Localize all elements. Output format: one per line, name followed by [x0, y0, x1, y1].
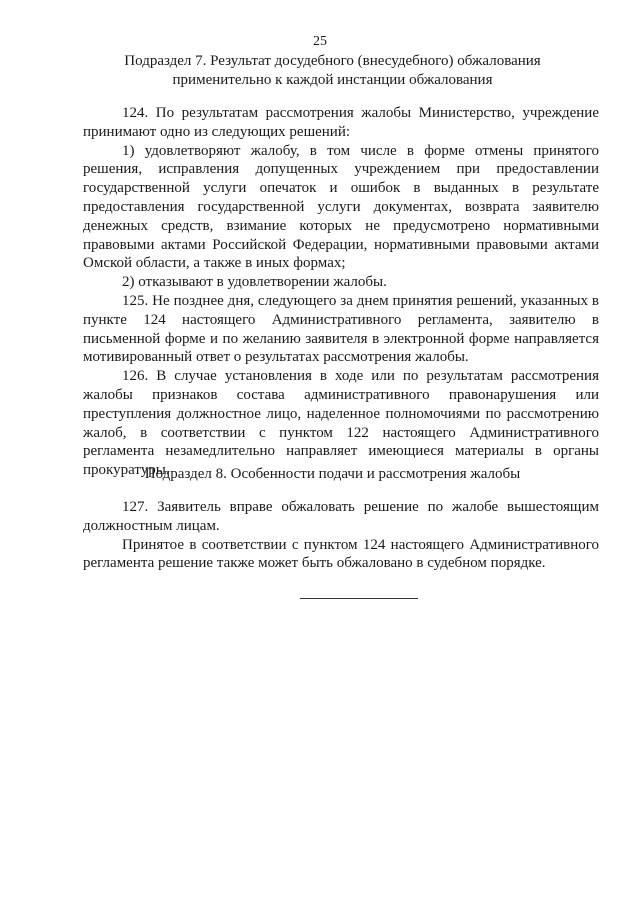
end-divider-line	[300, 598, 418, 599]
paragraph-125: 125. Не позднее дня, следующего за днем принятия решений, указанных в пункте 124 настоящего Административного регламента, заявителю в письменной форме и по желанию заявителя в электронной форме направляется мотивированный ответ о результатах рассмотрения жалобы.	[83, 292, 599, 366]
paragraph-124-option-1: 1) удовлетворяют жалобу, в том числе в форме отмены принятого решения, исправления допущенных учреждением при предоставлении государственной услуги опечаток и ошибок в выданных в результате предоставления государственной услуги документах, возврата заявителю денежных средств, взимание которых не предусмотрено нормативными правовыми актами Российской Федерации, нормативными правовыми актами Омской области, а также в иных формах;	[83, 142, 599, 272]
subsection-8-body	[83, 498, 599, 573]
subsection-7-title-line-1: Подраздел 7. Результат досудебного (внесудебного) обжалования	[124, 53, 541, 69]
paragraph-126: 126. В случае установления в ходе или по результатам рассмотрения жалобы признаков состава административного правонарушения или преступления должностное лицо, наделенное полномочиями по рассмотрению жалоб, в соответствии с пунктом 122 настоящего Административного регламента незамедлительно направляет имеющиеся материалы в органы прокуратуры.	[83, 368, 599, 479]
subsection-8-title: Подраздел 8. Особенности подачи и рассмотрения жалобы	[144, 466, 521, 482]
paragraph-127: 127. Заявитель вправе обжаловать решение по жалобе вышестоящим должностным лицам.	[83, 499, 599, 534]
page-number: 25	[313, 34, 327, 49]
paragraph-127-continuation: Принятое в соответствии с пунктом 124 настоящего Административного регламента решение также может быть обжаловано в судебном порядке.	[83, 536, 599, 572]
paragraph-124-option-2: 2) отказывают в удовлетворении жалобы.	[122, 274, 387, 291]
subsection-7-title	[60, 52, 605, 90]
paragraph-124: 124. По результатам рассмотрения жалобы Министерство, учреждение принимают одно из следующих решений:	[83, 105, 599, 140]
subsection-7-title-line-2: применительно к каждой инстанции обжалования	[172, 72, 493, 88]
subsection-7-body	[83, 104, 599, 480]
